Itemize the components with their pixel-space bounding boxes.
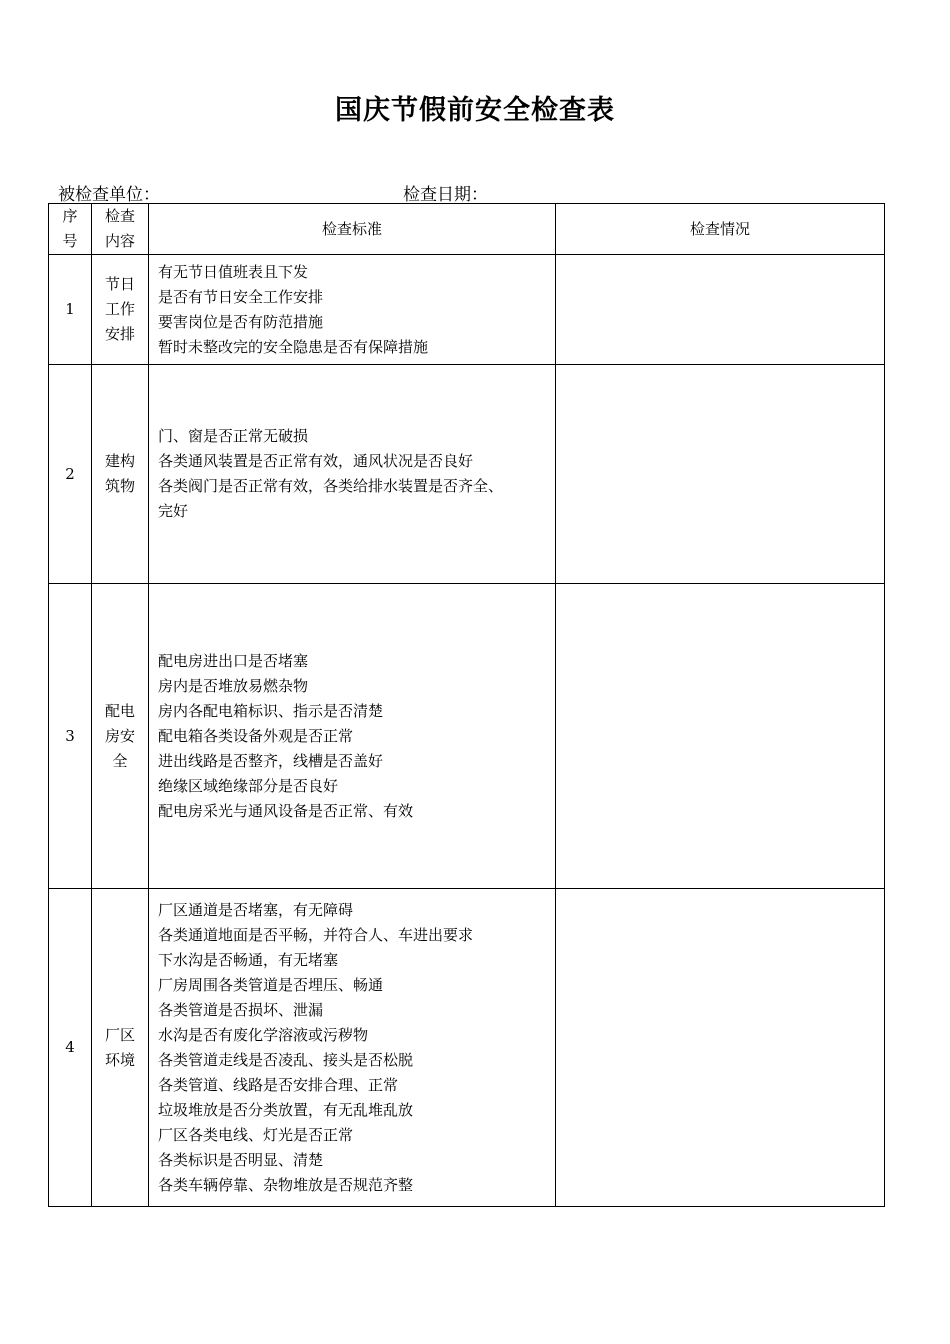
row-item (92, 255, 149, 365)
row-item-line: 全 (112, 751, 128, 770)
standard-line: 各类通风装置是否正常有效，通风状况是否良好 (158, 452, 474, 470)
standard-line: 各类阀门是否正常有效，各类给排水装置是否齐全、 (158, 477, 504, 495)
row-status-cell[interactable] (556, 365, 885, 584)
row-item-line: 安排 (104, 325, 135, 343)
standard-line: 暂时未整改完的安全隐患是否有保障措施 (158, 337, 429, 356)
header-no-line: 号 (62, 232, 78, 250)
row-item (92, 365, 149, 584)
standard-line: 配电箱各类设备外观是否正常 (158, 726, 354, 745)
header-item-line: 内容 (104, 232, 135, 250)
standard-line: 是否有节日安全工作安排 (158, 287, 324, 306)
row-status-cell[interactable] (556, 584, 885, 889)
table-row (49, 889, 885, 1207)
standard-line: 厂区通道是否堵塞，有无障碍 (158, 900, 354, 919)
page-title: 国庆节假前安全检查表 (335, 95, 615, 126)
standard-line: 垃圾堆放是否分类放置，有无乱堆乱放 (158, 1100, 414, 1119)
row-no: 3 (49, 584, 92, 889)
standard-line: 各类通道地面是否平畅，并符合人、车进出要求 (158, 925, 474, 944)
header-status: 检查情况 (556, 204, 885, 255)
standard-line: 配电房进出口是否堵塞 (158, 651, 309, 670)
inspection-table (48, 203, 885, 1207)
header-no (49, 204, 92, 255)
standard-line: 各类管道是否损坏、泄漏 (158, 1000, 324, 1019)
table-header-row (49, 204, 885, 255)
standard-line: 配电房采光与通风设备是否正常、有效 (158, 801, 414, 820)
standard-line: 房内是否堆放易燃杂物 (158, 676, 309, 695)
row-standards (149, 584, 556, 889)
inspection-date-label: 检查日期： (403, 185, 488, 205)
standard-line: 各类管道走线是否凌乱、接头是否松脱 (158, 1050, 414, 1069)
inspected-unit-label: 被检查单位： (58, 185, 160, 205)
row-item-line: 房安 (104, 726, 135, 745)
row-no: 2 (49, 365, 92, 584)
standard-line: 厂区各类电线、灯光是否正常 (158, 1125, 354, 1144)
header-no-line: 序 (62, 207, 78, 225)
row-item-line: 配电 (104, 701, 135, 720)
row-status-cell[interactable] (556, 889, 885, 1207)
standard-line: 房内各配电箱标识、指示是否清楚 (158, 701, 384, 720)
standard-line: 门、窗是否正常无破损 (158, 427, 309, 445)
standard-line: 要害岗位是否有防范措施 (158, 312, 324, 331)
table-row (49, 255, 885, 365)
row-standards (149, 889, 556, 1207)
row-item-line: 厂区 (104, 1025, 135, 1044)
header-item (92, 204, 149, 255)
standard-line: 水沟是否有废化学溶液或污秽物 (158, 1025, 369, 1044)
row-standards (149, 365, 556, 584)
row-item-line: 筑物 (104, 477, 135, 495)
row-item (92, 584, 149, 889)
row-item-line: 工作 (104, 300, 135, 318)
standard-line: 各类管道、线路是否安排合理、正常 (158, 1075, 399, 1094)
standard-line: 绝缘区域绝缘部分是否良好 (158, 776, 339, 795)
header-item-line: 检查 (104, 207, 135, 225)
row-no: 4 (49, 889, 92, 1207)
row-no: 1 (49, 255, 92, 365)
standard-line: 各类标识是否明显、清楚 (158, 1150, 324, 1169)
table-row (49, 365, 885, 584)
row-standards (149, 255, 556, 365)
row-status-cell[interactable] (556, 255, 885, 365)
standard-line: 完好 (158, 502, 189, 520)
row-item-line: 节日 (104, 275, 135, 293)
row-item-line: 环境 (104, 1050, 135, 1069)
standard-line: 进出线路是否整齐，线槽是否盖好 (158, 751, 384, 770)
standard-line: 下水沟是否畅通，有无堵塞 (158, 950, 339, 969)
standard-line: 厂房周围各类管道是否埋压、畅通 (158, 975, 384, 994)
table-row (49, 584, 885, 889)
standard-line: 各类车辆停靠、杂物堆放是否规范齐整 (158, 1175, 414, 1194)
header-standard: 检查标准 (149, 204, 556, 255)
row-item (92, 889, 149, 1207)
row-item-line: 建构 (104, 452, 135, 470)
standard-line: 有无节日值班表且下发 (158, 262, 309, 281)
